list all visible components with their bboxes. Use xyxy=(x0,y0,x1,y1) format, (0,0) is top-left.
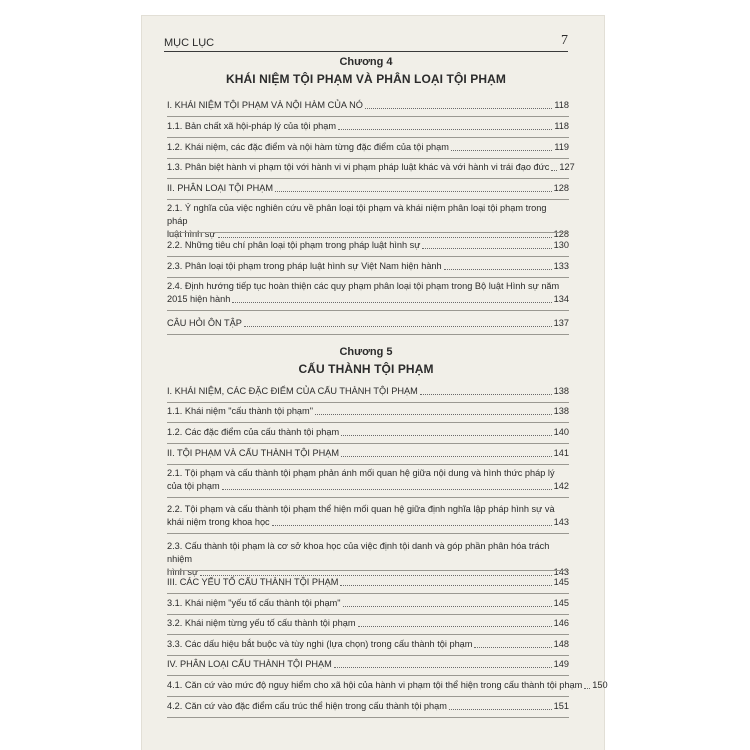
toc-entry xyxy=(167,503,569,529)
dot-leader xyxy=(551,170,557,171)
toc-entry-text: hình sự xyxy=(167,567,199,577)
entry-divider xyxy=(167,634,569,635)
entry-divider xyxy=(167,199,569,200)
toc-entry-text-first-line: 2.1. Tội phạm và cấu thành tội phạm phản ánh mối quan hệ giữa nội dung và hình thức pháp lý xyxy=(167,468,555,478)
toc-entry-text: 4.1. Căn cứ vào mức độ nguy hiểm cho xã hội của hành vi phạm tội thể hiện trong cấu thành tội phạm xyxy=(167,680,583,690)
dot-leader xyxy=(444,269,552,270)
dot-leader xyxy=(343,606,552,607)
dot-leader xyxy=(358,626,552,627)
entry-divider xyxy=(167,277,569,278)
dot-leader xyxy=(422,248,551,249)
toc-entry-text: 1.2. Các đặc điểm của cấu thành tội phạm xyxy=(167,427,340,437)
toc-entry-text: 4.2. Căn cứ vào đặc điểm cấu trúc thể hiện trong cấu thành tội phạm xyxy=(167,701,447,711)
toc-entry xyxy=(167,405,569,418)
dot-leader xyxy=(365,108,552,109)
toc-entry-page: 118 xyxy=(554,121,569,131)
toc-entry xyxy=(167,638,569,651)
dot-leader xyxy=(218,237,552,238)
toc-entry xyxy=(167,182,569,195)
toc-entry xyxy=(167,161,575,174)
toc-entry-page: 151 xyxy=(553,701,569,711)
dot-leader xyxy=(232,302,551,303)
chapter-title: KHÁI NIỆM TỘI PHẠM VÀ PHÂN LOẠI TỘI PHẠM xyxy=(226,72,506,86)
entry-divider xyxy=(167,717,569,718)
running-title: MỤC LỤC xyxy=(164,37,215,49)
chapter-4-heading xyxy=(164,56,568,86)
toc-entry-text-first-line: 2.3. Cấu thành tội phạm là cơ sở khoa học của việc định tội danh và góp phần phân hóa trách nhiệm xyxy=(167,541,550,564)
toc-entry-text: IV. PHÂN LOẠI CẤU THÀNH TỘI PHẠM xyxy=(167,659,332,669)
toc-entry-text: 3.1. Khái niệm "yếu tố cấu thành tội phạm" xyxy=(167,598,341,608)
toc-entry-text-first-line: 2.4. Định hướng tiếp tục hoàn thiện các quy phạm phân loại tội phạm trong Bộ luật Hình sự năm xyxy=(167,281,560,291)
toc-entry-page: 148 xyxy=(553,639,569,649)
toc-entry xyxy=(167,597,569,610)
toc-entry xyxy=(167,576,569,589)
toc-entry-text: III. CÁC YẾU TỐ CẤU THÀNH TỘI PHẠM xyxy=(167,577,339,587)
toc-entry-text: II. PHÂN LOẠI TỘI PHẠM xyxy=(167,183,274,193)
book-page xyxy=(142,16,608,750)
toc-entry-text: của tội phạm xyxy=(167,481,220,491)
page-number: 7 xyxy=(561,33,568,48)
toc-entry xyxy=(167,239,569,252)
toc-entry xyxy=(167,700,569,713)
dot-leader xyxy=(244,326,552,327)
toc-entry xyxy=(167,385,569,398)
toc-entry-page: 128 xyxy=(553,229,569,239)
toc-entry xyxy=(167,260,569,273)
toc-entry xyxy=(167,120,569,133)
entry-divider xyxy=(167,137,569,138)
toc-entry-text: 3.3. Các dấu hiệu bắt buộc và tùy nghi (lựa chọn) trong cấu thành tội phạm xyxy=(167,639,473,649)
entry-divider xyxy=(167,593,569,594)
toc-entry-text: 1.3. Phân biệt hành vi phạm tội với hành vi vi phạm pháp luật khác và với hành vi trái đạo đức xyxy=(167,162,550,172)
toc-entry-text: I. KHÁI NIỆM TỘI PHẠM VÀ NỘI HÀM CỦA NÓ xyxy=(167,100,363,110)
dot-leader xyxy=(338,129,552,130)
toc-entry-page: 142 xyxy=(553,481,569,491)
toc-entry-page: 145 xyxy=(553,577,569,587)
toc-entry-page: 119 xyxy=(554,142,569,152)
running-header xyxy=(164,29,568,52)
toc-entry xyxy=(167,426,569,439)
entry-divider xyxy=(167,310,569,311)
toc-entry-text: 2015 hiện hành xyxy=(167,294,231,304)
dot-leader xyxy=(315,414,552,415)
toc-entry xyxy=(167,99,569,112)
entry-divider xyxy=(167,158,569,159)
toc-entry-page: 146 xyxy=(553,618,569,628)
entry-divider xyxy=(167,570,569,571)
toc-entry-text: 1.1. Khái niệm "cấu thành tội phạm" xyxy=(167,406,313,416)
toc-entry-text: II. TỘI PHẠM VÀ CẤU THÀNH TỘI PHẠM xyxy=(167,448,340,458)
toc-entry-text: khái niệm trong khoa học xyxy=(167,517,270,527)
toc-entry-page: 150 xyxy=(592,680,608,690)
toc-entry-page: 137 xyxy=(553,318,569,328)
toc-entry-text: 2.3. Phân loại tội phạm trong pháp luật hình sự Việt Nam hiện hành xyxy=(167,261,442,271)
toc-entry-page: 128 xyxy=(553,183,569,193)
entry-divider xyxy=(167,422,569,423)
toc-entry-page: 130 xyxy=(553,240,569,250)
dot-leader xyxy=(334,667,552,668)
dot-leader xyxy=(474,647,551,648)
toc-entry-page: 138 xyxy=(553,386,569,396)
toc-entry-text-first-line: 2.1. Ý nghĩa của việc nghiên cứu về phân loại tội phạm và khái niệm phân loại tội phạm trong pháp xyxy=(167,203,547,226)
dot-leader xyxy=(222,489,552,490)
toc-entry-page: 118 xyxy=(554,100,569,110)
toc-entry-page: 143 xyxy=(553,517,569,527)
chapter-number: Chương 4 xyxy=(339,56,393,68)
entry-divider xyxy=(167,443,569,444)
toc-entry xyxy=(167,317,569,330)
dot-leader xyxy=(341,435,552,436)
toc-entry-text: CÂU HỎI ÔN TẬP xyxy=(167,318,242,328)
toc-entry-text-first-line: 2.2. Tội phạm và cấu thành tội phạm thể hiện mối quan hệ giữa định nghĩa lập pháp hình sự và xyxy=(167,504,555,514)
toc-entry-page: 145 xyxy=(553,598,569,608)
dot-leader xyxy=(584,688,590,689)
toc-entry-page: 140 xyxy=(553,427,569,437)
entry-divider xyxy=(167,116,569,117)
toc-entry xyxy=(167,679,608,692)
toc-entry-text: I. KHÁI NIỆM, CÁC ĐẶC ĐIỂM CỦA CẤU THÀNH TỘI PHẠM xyxy=(167,386,418,396)
chapter-title: CẤU THÀNH TỘI PHẠM xyxy=(298,362,434,376)
toc-entry-text: luật hình sự xyxy=(167,229,216,239)
entry-divider xyxy=(167,675,569,676)
entry-divider xyxy=(167,497,569,498)
toc-entry-text: 1.1. Bản chất xã hội-pháp lý của tội phạm xyxy=(167,121,337,131)
dot-leader xyxy=(340,585,551,586)
toc-entry xyxy=(167,540,569,579)
toc-entry xyxy=(167,658,569,671)
dot-leader xyxy=(451,150,552,151)
toc-entry-page: 138 xyxy=(553,406,569,416)
dot-leader xyxy=(341,456,552,457)
entry-divider xyxy=(167,614,569,615)
toc-entry xyxy=(167,617,569,630)
entry-divider xyxy=(167,256,569,257)
chapter-number: Chương 5 xyxy=(339,346,393,358)
toc-entry-page: 149 xyxy=(553,659,569,669)
entry-divider xyxy=(167,655,569,656)
toc-entry-page: 127 xyxy=(559,162,575,172)
entry-divider xyxy=(167,232,569,233)
toc-entry-page: 143 xyxy=(553,567,569,577)
toc-entry-page: 141 xyxy=(553,448,569,458)
toc-entry xyxy=(167,141,569,154)
dot-leader xyxy=(449,709,552,710)
entry-divider xyxy=(167,334,569,335)
toc-entry xyxy=(167,447,569,460)
toc-entry xyxy=(167,280,569,306)
toc-entry-text: 3.2. Khái niệm từng yếu tố cấu thành tội phạm xyxy=(167,618,356,628)
toc-entry-text: 1.2. Khái niệm, các đặc điểm và nội hàm từng đặc điểm của tội phạm xyxy=(167,142,449,152)
toc-entry xyxy=(167,467,569,493)
toc-entry-page: 133 xyxy=(553,261,569,271)
entry-divider xyxy=(167,402,569,403)
entry-divider xyxy=(167,464,569,465)
dot-leader xyxy=(272,525,552,526)
toc-entry xyxy=(167,202,569,241)
toc-entry-page: 134 xyxy=(553,294,569,304)
dot-leader xyxy=(275,191,552,192)
chapter-5-heading xyxy=(164,346,568,376)
dot-leader xyxy=(420,394,552,395)
toc-entry-text: 2.2. Những tiêu chí phân loại tội phạm trong pháp luật hình sự xyxy=(167,240,421,250)
entry-divider xyxy=(167,696,569,697)
entry-divider xyxy=(167,533,569,534)
entry-divider xyxy=(167,178,569,179)
